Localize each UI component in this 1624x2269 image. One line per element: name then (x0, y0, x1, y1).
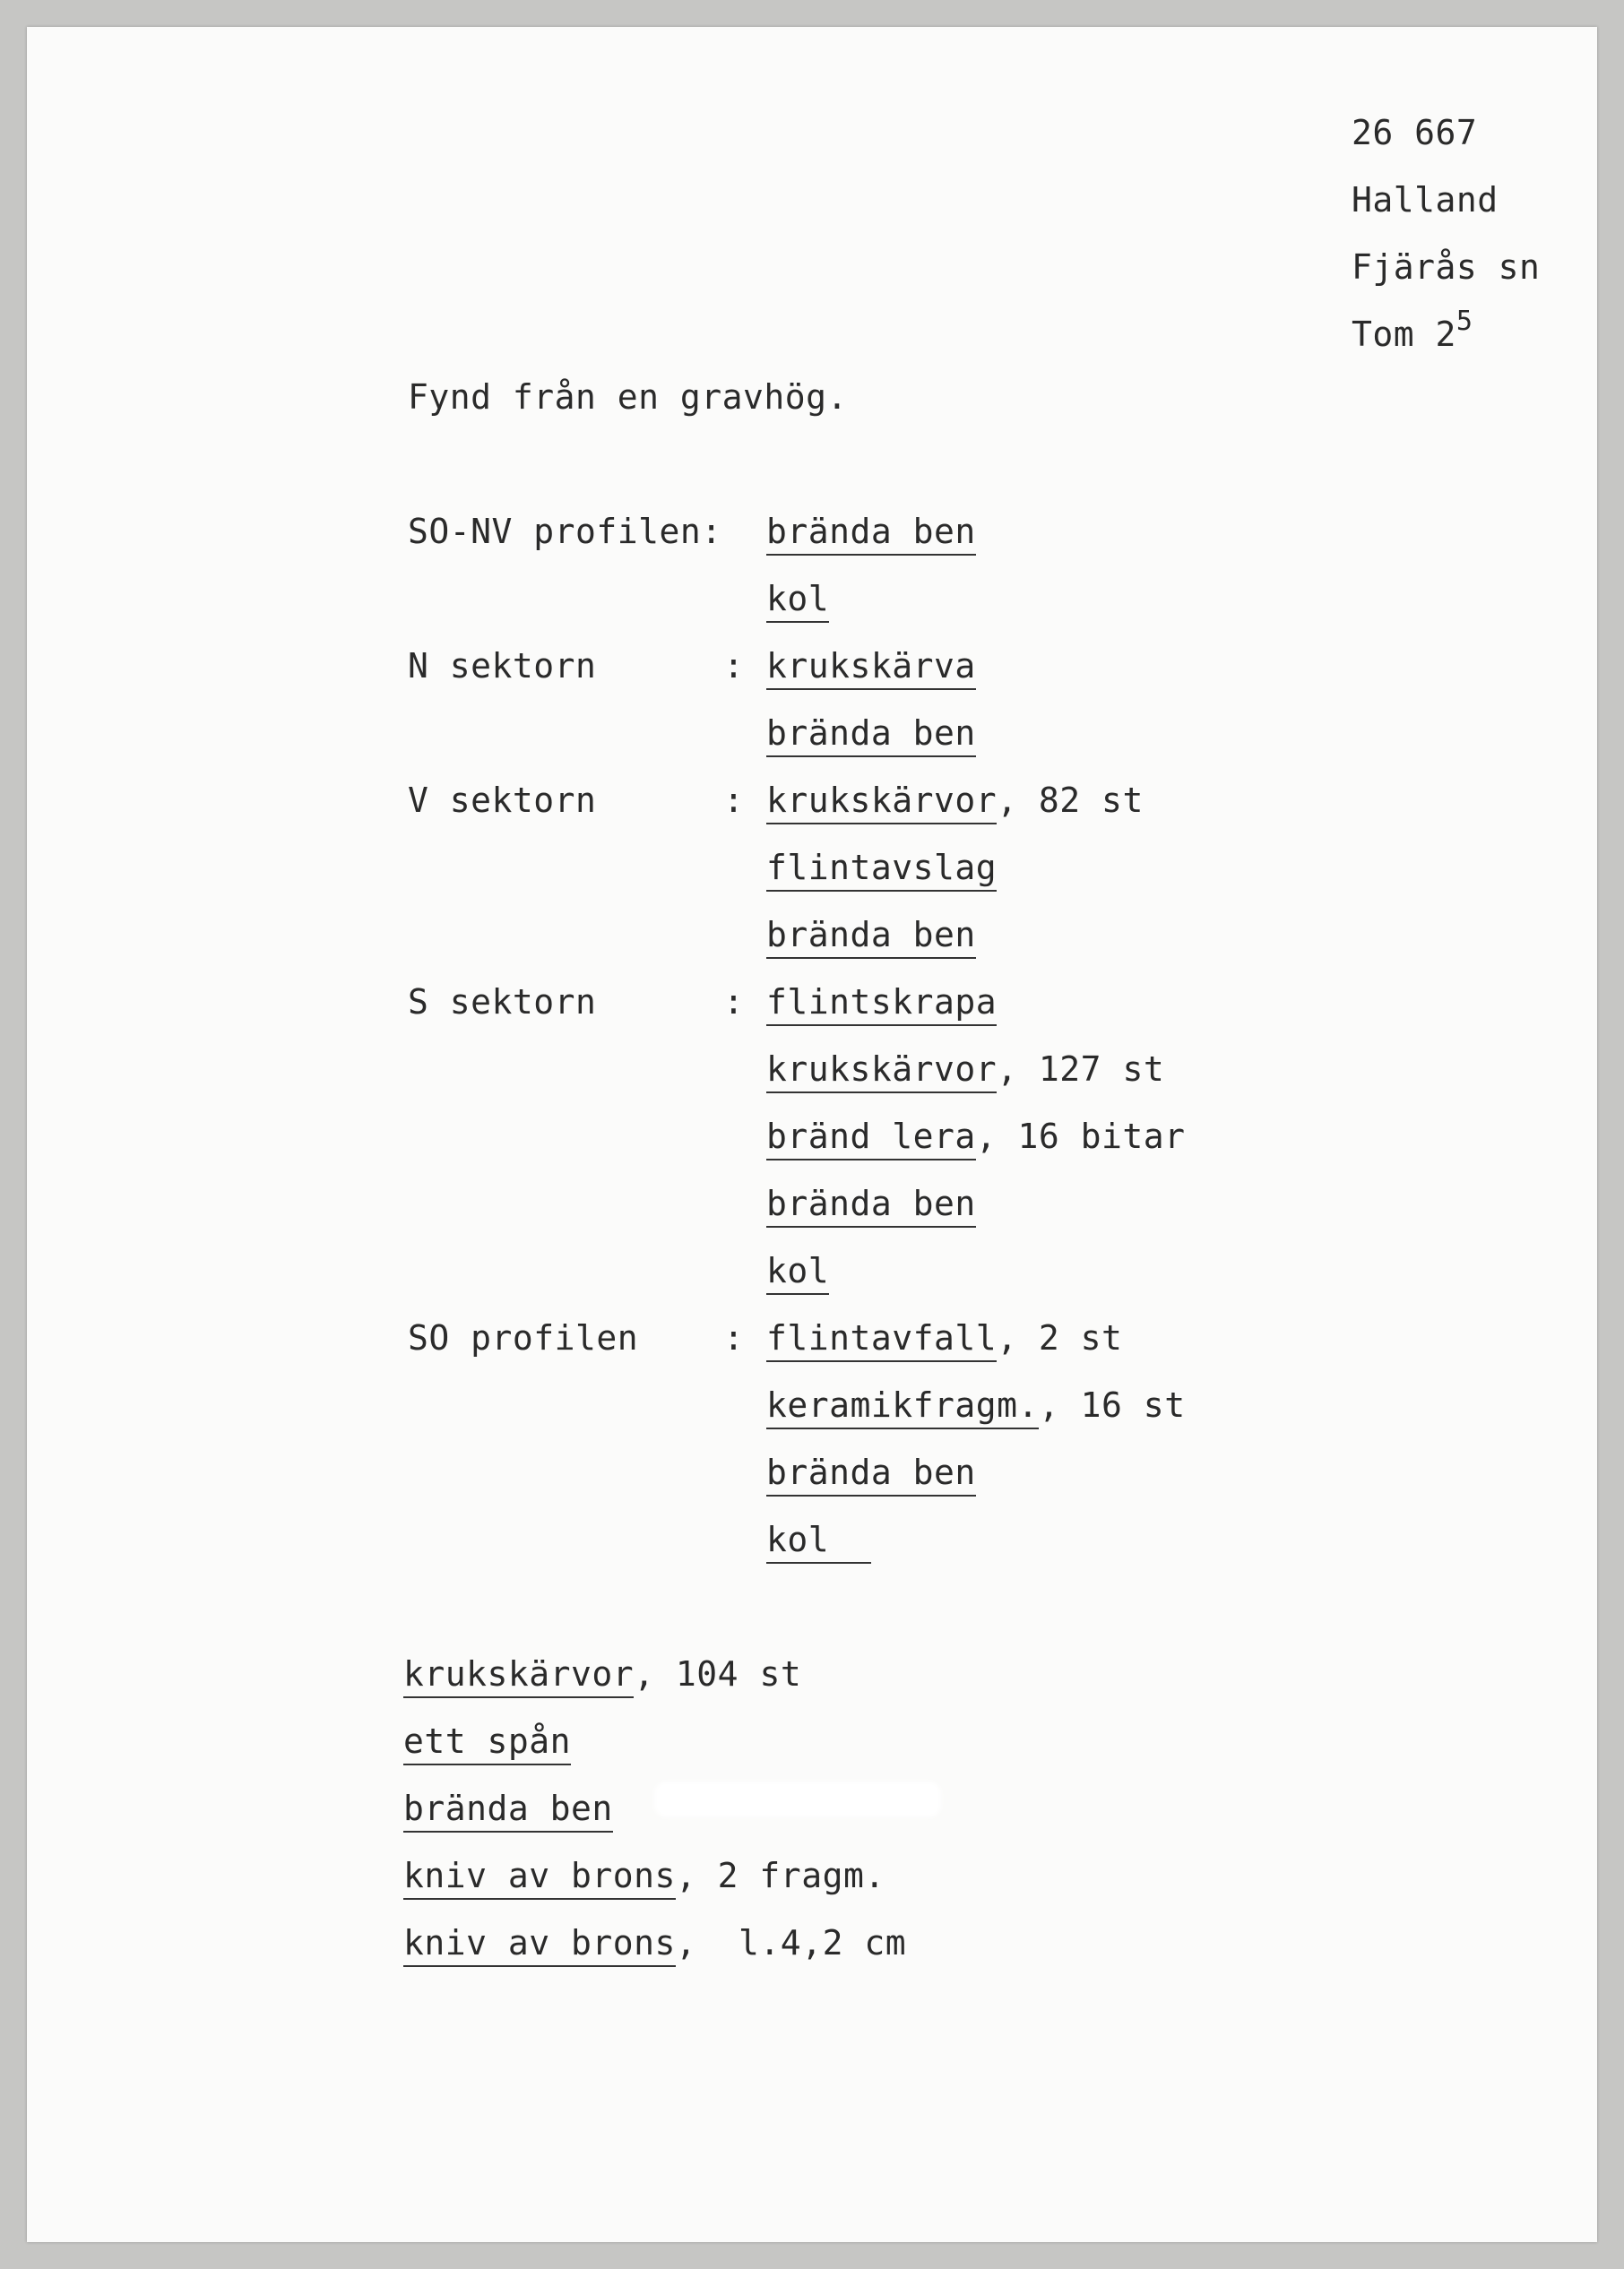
find-item (766, 913, 976, 956)
find-item (766, 1115, 1186, 1158)
find-name: kol (766, 1251, 829, 1295)
find-item (766, 510, 976, 553)
tom-label (1352, 306, 1473, 359)
find-quantity: , 82 st (997, 781, 1144, 820)
find-quantity: , 127 st (997, 1049, 1165, 1089)
find-name: kniv av brons (403, 1923, 676, 1967)
find-name: brända ben (766, 1453, 976, 1497)
find-name: brända ben (766, 1184, 976, 1228)
find-item (766, 1182, 976, 1225)
find-name: brända ben (766, 713, 976, 757)
find-quantity: , 16 st (1038, 1385, 1186, 1425)
find-name: ett spån (403, 1721, 571, 1765)
section-label: S sektorn (408, 982, 597, 1022)
find-name: keramikfragm. (766, 1385, 1039, 1429)
find-item (766, 1048, 1164, 1091)
find-item (766, 1451, 976, 1494)
section-colon: : (723, 781, 745, 820)
find-name: brända ben (403, 1789, 613, 1833)
intro-heading: Fynd från en gravhög. (408, 377, 848, 417)
find-name: brända ben (766, 512, 976, 556)
section-colon: : (723, 646, 745, 686)
find-quantity: , 16 bitar (975, 1117, 1186, 1156)
section-label: V sektorn (408, 781, 597, 820)
find-item (766, 980, 997, 1023)
find-quantity: , 2 st (997, 1318, 1123, 1358)
find-name: krukskärva (766, 646, 976, 690)
find-item (766, 846, 997, 889)
find-item (766, 577, 829, 620)
find-item (766, 1518, 871, 1561)
find-quantity: , l.4,2 cm (675, 1923, 907, 1963)
section-label: N sektorn (408, 646, 597, 686)
find-name: krukskärvor (403, 1654, 634, 1698)
section-colon: : (723, 1318, 745, 1358)
region: Halland (1352, 180, 1499, 220)
find-name: kniv av brons (403, 1856, 676, 1900)
bottom-find-item (403, 1921, 906, 1964)
find-item (766, 644, 976, 687)
section-colon: : (723, 982, 745, 1022)
correction-fluid-smudge (654, 1782, 941, 1817)
find-name: krukskärvor (766, 781, 997, 824)
find-name: kol (766, 1520, 829, 1564)
bottom-find-item (403, 1854, 885, 1897)
find-quantity: , 104 st (634, 1654, 802, 1694)
parish: Fjärås sn (1352, 247, 1541, 287)
document-sheet (27, 27, 1597, 2242)
find-item (766, 1316, 1122, 1359)
find-item (766, 712, 976, 755)
bottom-find-item (403, 1652, 801, 1695)
find-name: bränd lera (766, 1117, 976, 1160)
find-item (766, 1249, 829, 1292)
find-name: flintavfall (766, 1318, 997, 1362)
find-item (766, 1384, 1186, 1427)
bottom-find-item (403, 1720, 571, 1763)
find-name: brända ben (766, 915, 976, 959)
find-name: krukskärvor (766, 1049, 997, 1093)
catalog-number: 26 667 (1352, 113, 1478, 152)
find-name: flintskrapa (766, 982, 997, 1026)
section-label: SO profilen (408, 1318, 639, 1358)
tom-superscript: 5 (1456, 306, 1473, 337)
section-label: SO-NV profilen: (408, 512, 722, 551)
find-item (766, 779, 1144, 822)
bottom-find-item (403, 1787, 613, 1830)
find-name: flintavslag (766, 848, 997, 892)
find-name: kol (766, 579, 829, 623)
tom-text: Tom 2 (1352, 315, 1456, 354)
find-quantity: , 2 fragm. (675, 1856, 885, 1895)
